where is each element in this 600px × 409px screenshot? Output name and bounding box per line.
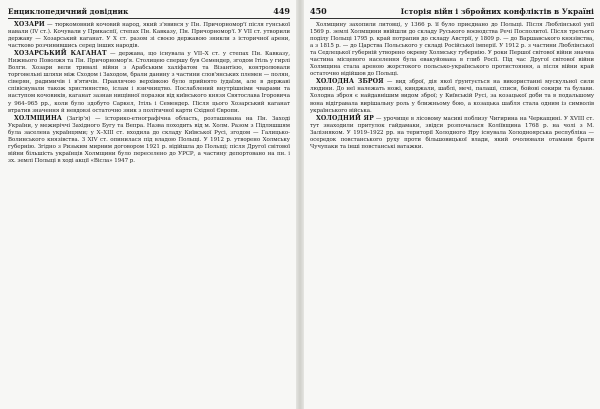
entry-text: — вид зброї, дія якої ґрунтується на використанні мускульної сили людини. До неї належать ножі, кинджали, шаблі, мечі, палаші, списи, бойові сокири та булави. Холодна зброя є найдавнішим видом зброї; у Київській Русі, за козацької доби та в подальшому вона відігравала вирішальну роль у ближньому бою, а козацька шабля стала одним із символів українського війська. (310, 79, 594, 114)
entry-headword: ХОЛОДНИЙ ЯР (316, 114, 374, 122)
entry-headword: ХОЛОДНА ЗБРОЯ (316, 78, 384, 86)
left-page (0, 0, 296, 409)
entry (310, 21, 594, 78)
entry-text: — тюркомовний кочовий народ, який з'явився у Пн. Причорномор'ї після гунської навали (IV ст.). Кочували у Прикаспії, степах Пн. Кавказу, Пн. Причорномор'ї. У VII ст. утворили державу — Хозарський каганат. У X ст. разом зі своєю державою зникли з історичної арени, частково розчинившись серед інших народів. (8, 22, 290, 50)
right-page (304, 0, 600, 409)
entry (8, 115, 290, 165)
right-running-title: Історія війн і збройних конфліктів в Україні (400, 7, 594, 16)
left-running-head (8, 6, 290, 19)
entry-text: — держава, що існувала у VII–X ст. у степах Пн. Кавказу, Нижнього Поволжя та Пн. Причорномор'я. Столицею спершу був Семендер, згодом Ітіль у гирлі Волги. Хозари вели тривалі війни з Арабським халіфатом та Візантією, контролювали торговельні шляхи між Сходом і Заходом, брали данину з частини слов'янських племен — полян, сіверян, радимичів і в'ятичів. Правлячою верхівкою було прийнято іудаїзм, але в державі співіснували також християнство, іслам і язичництво. Послаблений внутрішніми чварами та наступом кочовиків, каганат зазнав нищівної поразки від київського князя Святослава Ігоровича у 964–965 рр., коли було здобуто Саркел, Ітіль і Семендер. Після цього Хозарський каганат втратив значення й невдовзі остаточно зник з політичної карти Східної Європи. (8, 51, 290, 114)
entry (310, 115, 594, 151)
left-page-number: 449 (273, 6, 290, 16)
right-page-number: 450 (310, 6, 327, 16)
left-page-body (8, 21, 290, 165)
book-gutter (296, 0, 304, 409)
entry-text: — урочище в лісовому масиві поблизу Чигирина на Черкащині. У XVIII ст. тут знаходили притулок гайдамаки, звідси розпочалася Коліївщина 1768 р. на чолі з М. Залізняком. У 1919–1922 рр. на території Холодного Яру існувала Холодноярська республіка — осередок повстанського руху проти більшовицької влади, який очолювали отамани брати Чучупаки та інші повстанські ватажки. (310, 115, 594, 150)
entry (310, 78, 594, 114)
entry-headword: ХОЛМЩИНА (14, 114, 63, 122)
entry (8, 21, 290, 50)
right-running-head (310, 6, 594, 19)
right-page-body (310, 21, 594, 151)
left-running-title: Енциклопедичний довідник (8, 7, 129, 16)
entry-headword: ХОЗАРИ (14, 21, 45, 28)
entry-text: Холмщину захопили литовці, у 1366 р. її було приєднано до Польщі. Після Люблінської унії 1569 р. землі Холмщини ввійшли до складу Руського воєводства Речі Посполитої. Після третього поділу Польщі 1795 р. край потрапив до складу Австрії, у 1809 р. — до Варшавського князівства, а з 1815 р. — до Царства Польського у складі Російської імперії. У 1912 р. з частини Люблінської та Седлецької губерній утворено окрему Холмську губернію. У роки Першої світової війни значна частина місцевого населення була евакуйована в глиб Росії. Під час Другої світової війни Холмщина стала ареною жорстокого польсько-українського протистояння, а після війни край остаточно відійшов до Польщі. (310, 22, 594, 78)
entry (8, 50, 290, 114)
entry-headword: ХОЗАРСЬКИЙ КАГАНАТ (14, 50, 107, 58)
entry-text: (Загір'я) — історико-етнографічна область, розташована на Пн. Заході України, у межиріччі Західного Бугу та Вепра. Назва походить від м. Холм. Разом з Підляшшям була заселена українцями; у X–XIII ст. входила до складу Київської Русі, згодом — Галицько-Волинського князівства. З XIV ст. опинилася під владою Польщі. У 1912 р. утворено Холмську губернію. Згідно з Ризьким мирним договором 1921 р. відійшла до Польщі; після Другої світової війни більшість українців Холмщини було переселено до УРСР, а частину депортовано на пн. і зх. землі Польщі в ході акції «Вісла» 1947 р. (8, 115, 290, 164)
